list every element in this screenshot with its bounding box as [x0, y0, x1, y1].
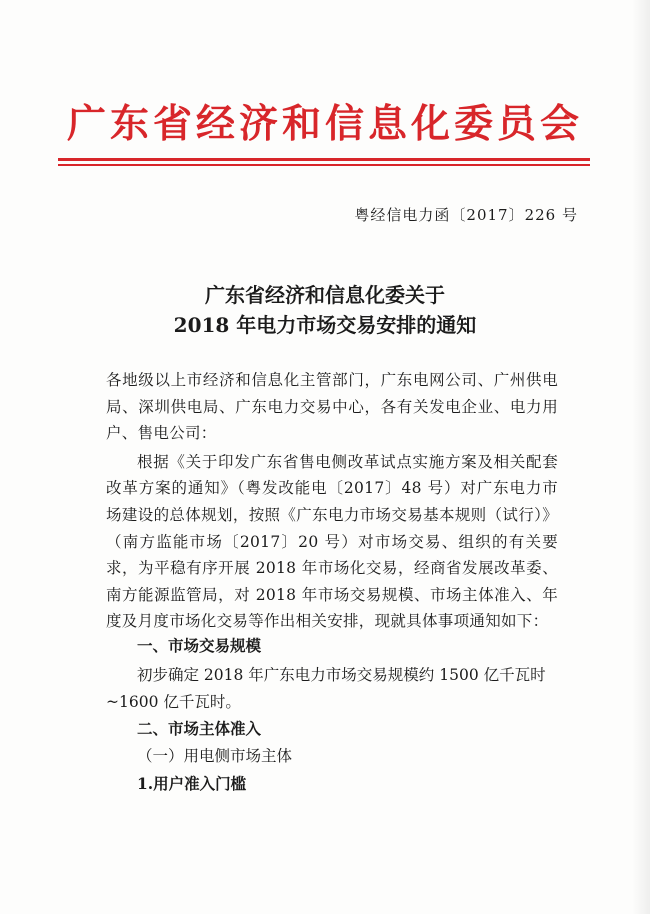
section-1-text: 初步确定 2018 年广东电力市场交易规模约 1500 亿千瓦时~1600 亿千瓦时。	[106, 666, 546, 711]
document-title-line1: 广东省经济和信息化委关于	[205, 283, 445, 307]
section-2-heading: 二、市场主体准入	[137, 719, 262, 738]
scan-edge-shadow	[632, 0, 650, 914]
section-1-heading: 一、市场交易规模	[137, 636, 262, 655]
document-title-line2: 2018 年电力市场交易安排的通知	[173, 313, 477, 337]
salutation: 各地级以上市经济和信息化主管部门，广东电网公司、广州供电局、深圳供电局、广东电力交易中心，各有关发电企业、电力用户、售电公司：	[106, 371, 558, 443]
header-red-rule	[58, 158, 590, 161]
document-title	[0, 280, 650, 340]
document-body	[106, 367, 558, 635]
subsection-1-heading: （一）用电侧市场主体	[137, 747, 293, 765]
body-paragraph-1: 根据《关于印发广东省售电侧改革试点实施方案及相关配套改革方案的通知》（粤发改能电〔2017〕48 号）对广东电力市场建设的总体规划，按照《广东电力市场交易基本规则（试行）》（南方监能市场〔2017〕20 号）对市场交易、组织的有关要求，为平稳有序开展 2018 年市场化交易，经商省发展改革委、南方能源监管局，对 2018 年市场交易规模、市场主体准入、年度及月度市场化交易等作出相关安排，现就具体事项通知如下：	[106, 452, 558, 631]
org-header-title: 广东省经济和信息化委员会	[66, 101, 583, 147]
document-number: 粤经信电力函〔2017〕226 号	[354, 206, 578, 224]
item-1-heading: 1.用户准入门槛	[137, 774, 247, 793]
header-red-rule-thin	[58, 164, 590, 166]
